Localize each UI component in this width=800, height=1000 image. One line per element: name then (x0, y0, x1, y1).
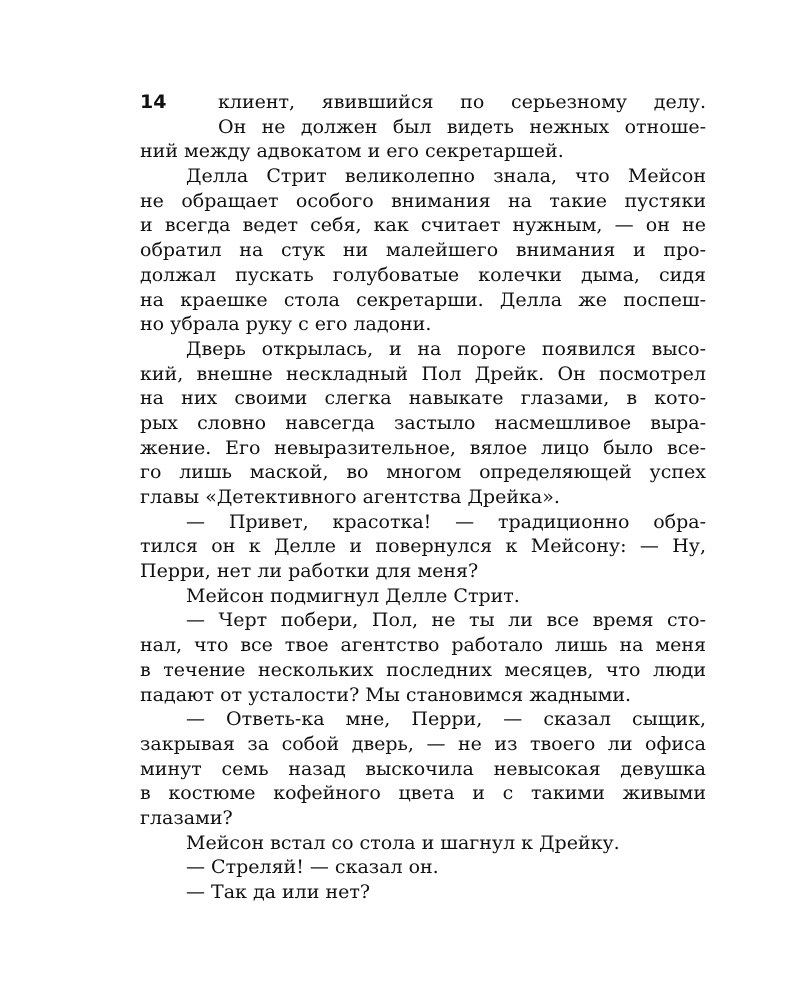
text-line: кий, внешне нескладный Пол Дрейк. Он посмотрел (140, 362, 706, 385)
text-line: главы «Детективного агентства Дрейка». (140, 486, 560, 508)
text-line: Он не должен был видеть нежных отноше- (218, 115, 706, 138)
text-line: — Привет, красотка! — традиционно обра- (186, 510, 706, 533)
text-line: — Черт побери, Пол, не ты ли все время сто- (186, 609, 706, 632)
text-line: го лишь маской, во многом определяющей успех (140, 461, 706, 484)
text-line: Перри, нет ли работки для меня? (140, 560, 479, 583)
text-line: на краешке стола секретарши. Делла же поспеш- (140, 288, 706, 311)
text-line: тился он к Делле и повернулся к Мейсону: — Ну, (140, 535, 706, 558)
text-line: в течение нескольких последних месяцев, что люди (140, 658, 706, 681)
text-line: Дверь открылась, и на пороге появился высо- (186, 337, 706, 360)
text-line: — Стреляй! — сказал он. (186, 856, 439, 879)
text-line: минут семь назад выскочила невысокая девушка (140, 757, 706, 780)
text-line: не обращает особого внимания на такие пустяки (140, 189, 706, 212)
text-line: падают от усталости? Мы становимся жадными. (140, 683, 632, 706)
text-line: закрывая за собой дверь, — не из твоего ли офиса (140, 732, 706, 755)
text-line: клиент, явившийся по серьезному делу. (218, 91, 706, 113)
page-number: 14 (140, 91, 167, 113)
text-line: — Ответь-ка мне, Перри, — сказал сыщик, (186, 708, 706, 731)
text-line: ний между адвокатом и его секретаршей. (140, 140, 564, 163)
text-line: в костюме кофейного цвета и с такими живыми (140, 782, 706, 805)
text-line: обратил на стук ни малейшего внимания и про- (140, 239, 706, 262)
text-line: Делла Стрит великолепно знала, что Мейсон (186, 165, 706, 188)
text-line: нал, что все твое агентство работало лишь на меня (140, 634, 706, 657)
text-line: глазами? (140, 806, 233, 829)
text-line: — Так да или нет? (186, 881, 371, 903)
text-line: должал пускать голубоватые колечки дыма, сидя (140, 263, 706, 286)
page-body (140, 90, 706, 905)
text-line: Мейсон встал со стола и шагнул к Дрейку. (186, 831, 620, 854)
text-line: жение. Его невыразительное, вялое лицо было все- (140, 436, 706, 459)
text-line: и всегда ведет себя, как считает нужным, — он не (140, 214, 706, 237)
text-line: на них своими слегка навыкате глазами, в кото- (140, 387, 706, 410)
text-line: но убрала руку с его ладони. (140, 313, 432, 336)
text-line: Мейсон подмигнул Делле Стрит. (186, 584, 520, 607)
text-line: рых словно навсегда застыло насмешливое выра- (140, 411, 706, 434)
